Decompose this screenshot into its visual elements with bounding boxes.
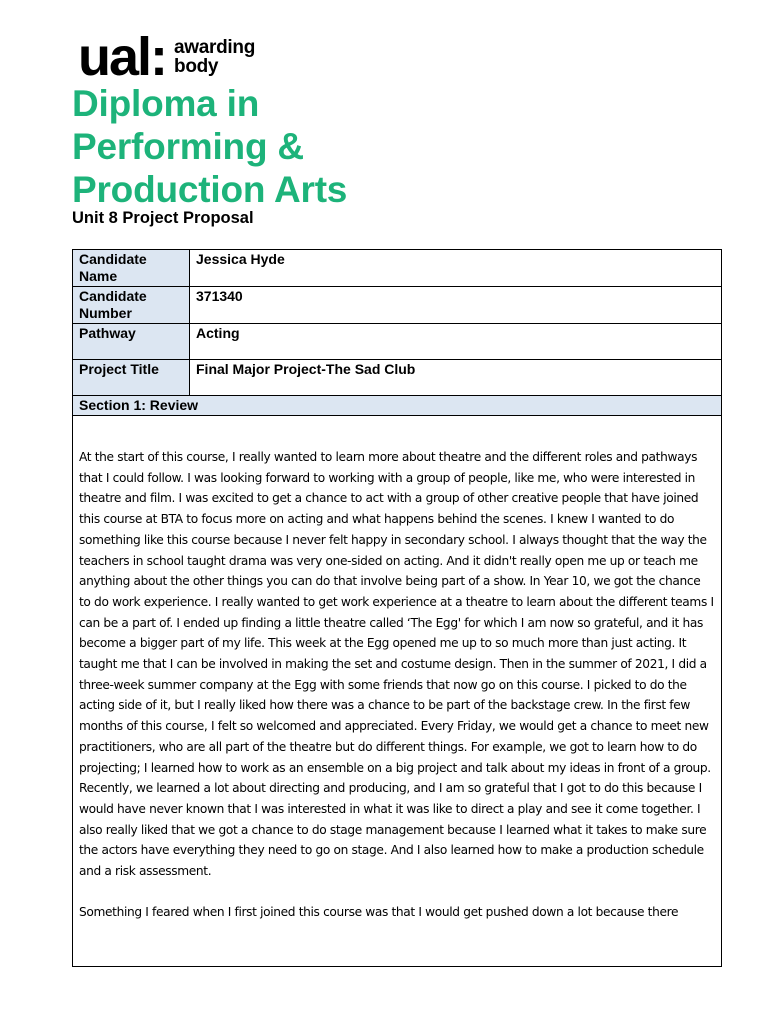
- page-title: [72, 82, 347, 211]
- logo-line-1: awarding: [174, 37, 256, 58]
- row-label: Pathway: [73, 324, 190, 360]
- logo-text: [174, 38, 255, 76]
- section-heading-row: [73, 396, 722, 416]
- table-row: [73, 250, 722, 287]
- review-body-row: [73, 416, 722, 967]
- title-line-2: Performing &: [72, 126, 304, 167]
- review-paragraph: At the start of this course, I really wanted to learn more about theatre and the different roles and pathways that I could follow. I was looking forward to working with a group of people, like me, who were interested in theatre and film. I was excited to get a chance to act with a group of other creative people that have joined this course at BTA to focus more on acting and what happens behind the scenes. I knew I wanted to do something like this course because I never felt happy in secondary school. I always thought that the way the teachers in school taught drama was very one-sided on acting. And it didn't really open me up or teach me anything about the other things you can do that involve being part of a show. In Year 10, we got the chance to do work experience. I really wanted to get work experience at a theatre to learn about the different teams I can be a part of. I ended up finding a little theatre called ‘The Egg' for which I am now so grateful, and it has become a bigger part of my life. This week at the Egg opened me up to so much more than just acting. It taught me that I can be involved in making the set and costume design. Then in the summer of 2021, I did a three-week summer company at the Egg with some friends that now go on this course. I picked to do the acting side of it, but I really liked how there was a chance to be part of the backstage crew. In the first few months of this course, I felt so welcomed and appreciated. Every Friday, we would get a chance to meet new practitioners, who are all part of the theatre but do different things. For example, we got to learn how to do projecting; I learned how to work as an ensemble on a big project and talk about my ideas in front of a group. Recently, we learned a lot about directing and producing, and I am so grateful that I got to do this because I would have never known that I was interested in what it was like to direct a play and see it come together. I also really liked that we got a chance to do stage management because I learned what it takes to make sure the actors have everything they need to go on stage. And I also learned how to make a production schedule and a risk assessment.: [79, 450, 714, 879]
- row-label: Candidate Name: [73, 250, 190, 287]
- table-row: [73, 324, 722, 360]
- row-label: Project Title: [73, 360, 190, 396]
- row-value: Acting: [190, 324, 722, 360]
- title-line-1: Diploma in: [72, 83, 260, 124]
- page-subtitle: Unit 8 Project Proposal: [72, 209, 254, 227]
- logo-line-2: body: [174, 56, 219, 77]
- ual-logo: [78, 27, 256, 87]
- row-label: Candidate Number: [73, 287, 190, 324]
- logo-mark: ual:: [78, 27, 167, 87]
- row-value: Final Major Project-The Sad Club: [190, 360, 722, 396]
- proposal-table: [72, 249, 722, 967]
- row-value: Jessica Hyde: [190, 250, 722, 287]
- review-text: [79, 447, 715, 935]
- review-body: [73, 416, 722, 967]
- title-line-3: Production Arts: [72, 169, 348, 210]
- table-row: [73, 287, 722, 324]
- section-heading: Section 1: Review: [73, 396, 722, 416]
- review-paragraph: Something I feared when I first joined this course was that I would get pushed down a lot because there: [79, 904, 679, 919]
- row-value: 371340: [190, 287, 722, 324]
- table-row: [73, 360, 722, 396]
